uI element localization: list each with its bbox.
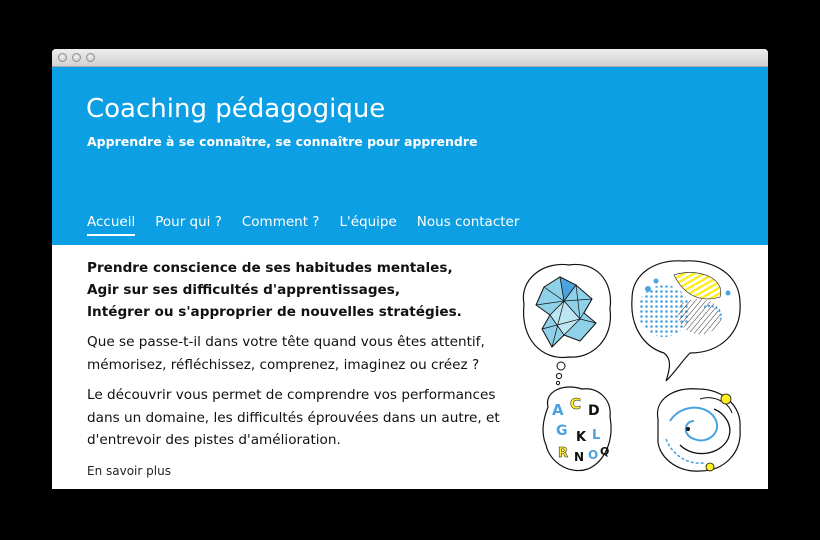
site-title[interactable]: Coaching pédagogique — [86, 94, 386, 124]
letter-d: D — [588, 403, 600, 419]
window-titlebar — [52, 49, 768, 67]
site-header — [52, 67, 768, 245]
letters-bubble — [543, 387, 611, 471]
window-maximize-button[interactable] — [86, 53, 95, 62]
swirls-bubble — [657, 389, 740, 471]
nav-item-pour-qui[interactable]: Pour qui ? — [155, 214, 222, 230]
pattern-bubble — [632, 261, 740, 381]
crystal-bubble — [523, 264, 610, 384]
letter-o: O — [588, 448, 599, 462]
letter-r: R — [558, 446, 569, 461]
illustration-svg — [514, 249, 754, 489]
benefit-paragraph: Le découvrir vous permet de comprendre vos performances dans un domaine, les difficultés éprouvées dans un autre, et d'entrevoir des pistes d'amélioration. — [87, 387, 500, 448]
lead-line-3: Intégrer ou s'approprier de nouvelles stratégies. — [87, 304, 462, 320]
read-more-link[interactable]: En savoir plus — [87, 463, 171, 478]
window-close-button[interactable] — [58, 53, 67, 62]
intro-paragraph: Que se passe-t-il dans votre tête quand vous êtes attentif, mémorisez, réfléchissez, comprenez, imaginez ou créez ? — [87, 334, 485, 373]
nav-item-contact[interactable]: Nous contacter — [416, 214, 520, 230]
thought-bubbles-illustration — [514, 249, 754, 489]
lead-line-2: Agir sur ses difficultés d'apprentissages, — [87, 282, 401, 298]
letter-l: L — [592, 428, 601, 443]
letter-n: N — [574, 450, 585, 464]
letter-c: C — [570, 395, 582, 413]
letter-g: G — [556, 423, 568, 439]
nav-item-comment[interactable]: Comment ? — [241, 214, 320, 230]
lead-text — [87, 257, 517, 323]
letter-a: A — [552, 401, 564, 419]
letter-k: K — [576, 430, 587, 445]
letter-q: Q — [600, 445, 610, 458]
browser-window — [52, 49, 768, 489]
window-minimize-button[interactable] — [72, 53, 81, 62]
main-nav — [87, 214, 519, 236]
lead-line-1: Prendre conscience de ses habitudes mentales, — [87, 260, 453, 276]
main-content — [87, 257, 517, 482]
nav-item-accueil[interactable]: Accueil — [87, 214, 135, 236]
site-tagline: Apprendre à se connaître, se connaître pour apprendre — [87, 134, 478, 149]
nav-item-equipe[interactable]: L'équipe — [339, 214, 397, 230]
